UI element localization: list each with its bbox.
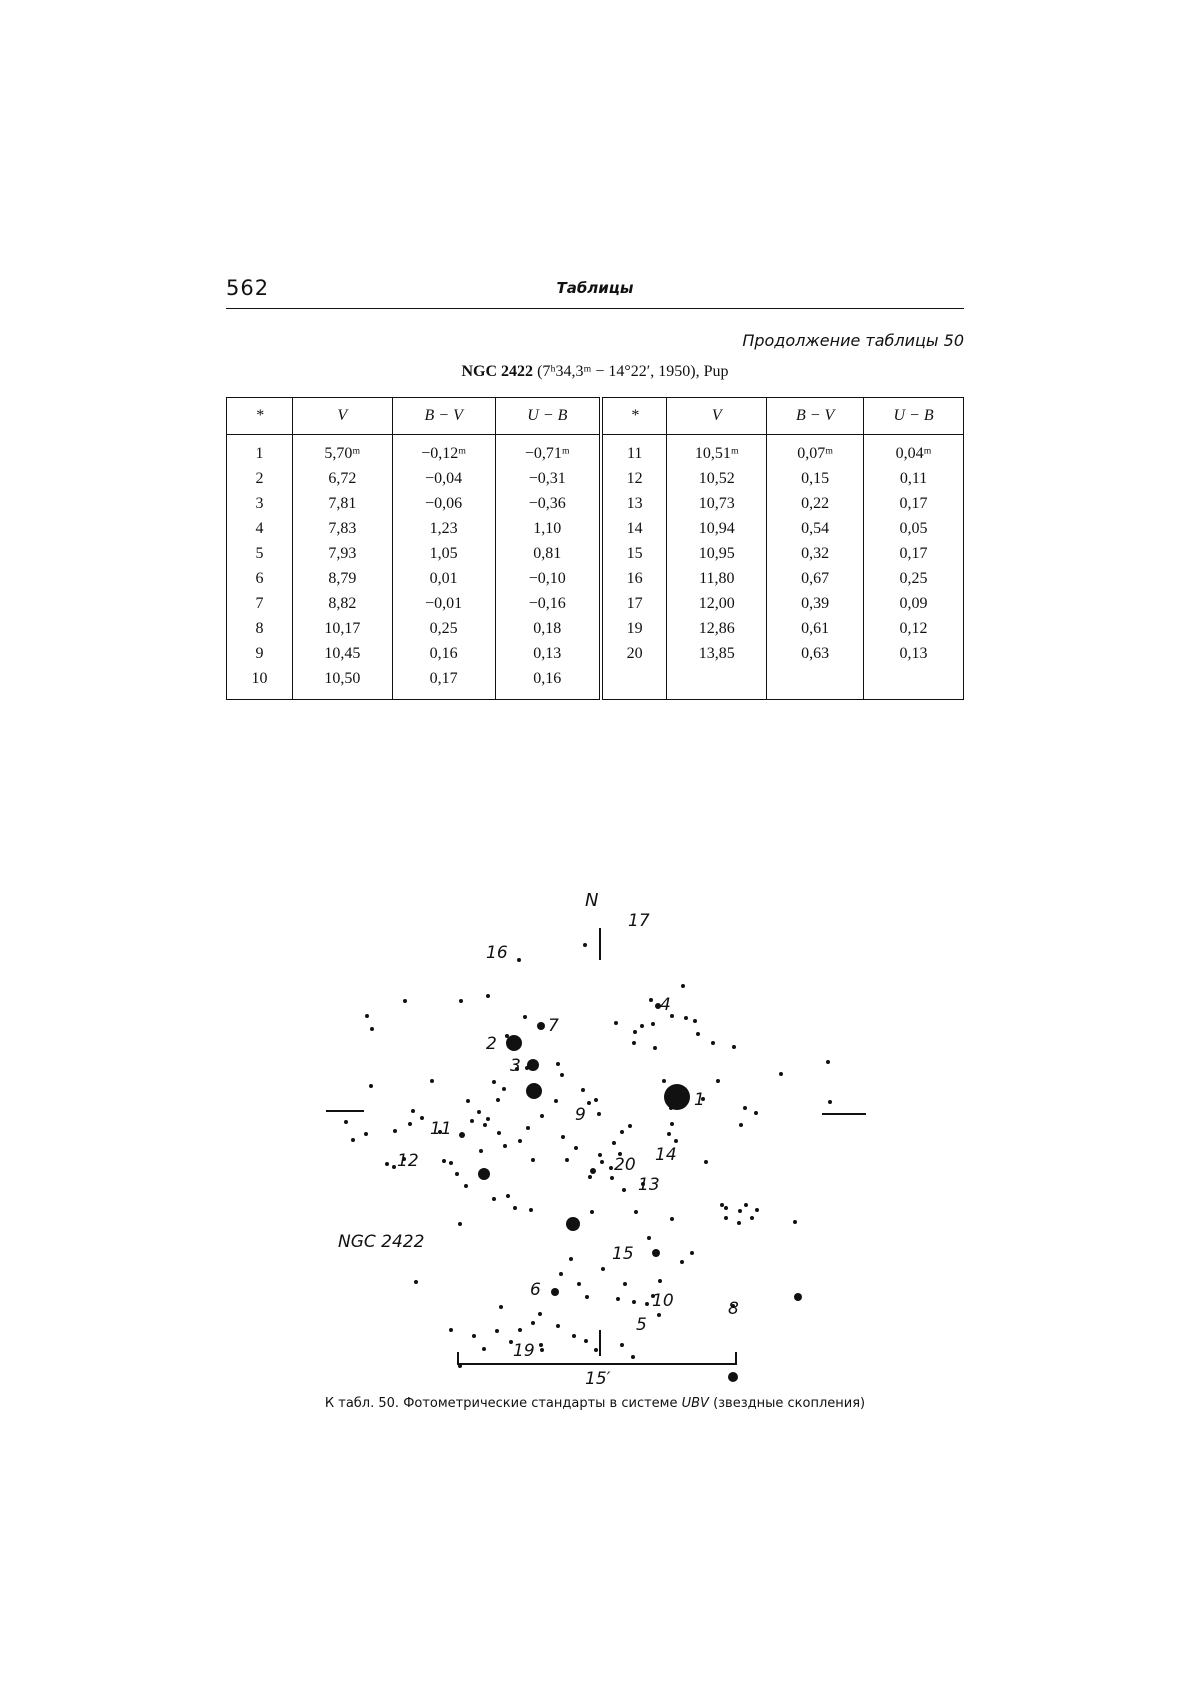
star-dot: [601, 1267, 605, 1271]
star-dot: [826, 1060, 830, 1064]
star-dot: [525, 1066, 529, 1070]
figure-caption: [250, 1396, 940, 1411]
star-dot: [559, 1272, 563, 1276]
star-dot: [539, 1343, 543, 1347]
star-dot: [633, 1030, 637, 1034]
star-dot: [370, 1027, 374, 1031]
table-cell: 13: [601, 491, 667, 516]
star-dot: [531, 1321, 535, 1325]
table-cell: 16: [601, 566, 667, 591]
star-dot: [652, 1249, 660, 1257]
star-dot: [828, 1100, 832, 1104]
star-dot: [670, 1217, 674, 1221]
star-label: 11: [430, 1119, 452, 1139]
table-cell: 0,17: [392, 666, 495, 700]
star-dot: [393, 1129, 397, 1133]
table-cell: 1: [227, 435, 293, 467]
star-dot: [744, 1203, 748, 1207]
scale-label: 15′: [585, 1369, 611, 1389]
table-cell: −0,16: [495, 591, 601, 616]
table-cell: 2: [227, 466, 293, 491]
table-cell: −0,12ᵐ: [392, 435, 495, 467]
table-cell: 1,23: [392, 516, 495, 541]
table-cell: 0,05: [864, 516, 964, 541]
star-dot: [584, 1339, 588, 1343]
star-dot: [674, 1139, 678, 1143]
table-cell: 0,16: [495, 666, 601, 700]
star-dot: [503, 1144, 507, 1148]
star-dot: [693, 1019, 697, 1023]
star-dot: [696, 1032, 700, 1036]
caption-text: К табл. 50. Фотометрические стандарты в системе: [324, 1396, 682, 1411]
table-cell: 8,82: [292, 591, 392, 616]
column-header: *: [601, 398, 667, 435]
table-cell: 11: [601, 435, 667, 467]
star-label: 10: [652, 1291, 674, 1311]
star-dot: [669, 1106, 673, 1110]
cluster-label: NGC 2422: [338, 1232, 425, 1252]
star-dot: [583, 943, 587, 947]
star-dot: [754, 1111, 758, 1115]
star-dot: [628, 1124, 632, 1128]
star-dot: [664, 1084, 690, 1110]
star-dot: [403, 999, 407, 1003]
star-dot: [597, 1112, 601, 1116]
table-cell: 8: [227, 616, 293, 641]
star-dot: [414, 1280, 418, 1284]
running-title: Таблицы: [556, 279, 634, 297]
table-cell: 10,45: [292, 641, 392, 666]
star-dot: [492, 1197, 496, 1201]
star-dot: [458, 1364, 462, 1368]
star-label: 8: [728, 1299, 739, 1319]
star-dot: [622, 1188, 626, 1192]
star-dot: [793, 1220, 797, 1224]
star-dot: [537, 1022, 545, 1030]
star-label: 9: [575, 1105, 586, 1125]
star-dot: [565, 1158, 569, 1162]
table-cell: 12: [601, 466, 667, 491]
table-cell: 0,11: [864, 466, 964, 491]
table-cell: 0,13: [495, 641, 601, 666]
table-cell: 0,16: [392, 641, 495, 666]
table-cell: 10,73: [667, 491, 767, 516]
table-cell: 0,22: [767, 491, 864, 516]
star-dot: [658, 1279, 662, 1283]
table-cell: 10,95: [667, 541, 767, 566]
star-dot: [612, 1141, 616, 1145]
orientation-marks: [326, 928, 866, 1364]
table-cell: 7,81: [292, 491, 392, 516]
star-label: 16: [486, 943, 508, 963]
column-header: V: [667, 398, 767, 435]
table-cell: 10,17: [292, 616, 392, 641]
star-dot: [724, 1216, 728, 1220]
table-cell: 0,15: [767, 466, 864, 491]
star-label: 7: [548, 1016, 559, 1036]
star-label: 14: [655, 1145, 677, 1165]
star-dot: [667, 1132, 671, 1136]
table-cell: 0,39: [767, 591, 864, 616]
star-dot: [523, 1015, 527, 1019]
table-cell: −0,71ᵐ: [495, 435, 601, 467]
star-dot: [657, 1313, 661, 1317]
star-label: 5: [636, 1315, 647, 1335]
table-cell: −0,06: [392, 491, 495, 516]
star-dot: [711, 1041, 715, 1045]
star-dot: [561, 1135, 565, 1139]
table-cell: 5,70ᵐ: [292, 435, 392, 467]
table-cell: 0,61: [767, 616, 864, 641]
star-dot: [556, 1062, 560, 1066]
table-cell: 19: [601, 616, 667, 641]
star-labels: [397, 911, 739, 1361]
star-dot: [632, 1300, 636, 1304]
table-cell: 10: [227, 666, 293, 700]
table-cell: 0,12: [864, 616, 964, 641]
star-dot: [497, 1131, 501, 1135]
star-dot: [560, 1073, 564, 1077]
table-cell: 1,05: [392, 541, 495, 566]
star-dot: [670, 1122, 674, 1126]
star-dot: [684, 1016, 688, 1020]
column-header: U − B: [864, 398, 964, 435]
table-cell: 0,18: [495, 616, 601, 641]
star-dot: [527, 1059, 539, 1071]
table-cell: −0,01: [392, 591, 495, 616]
table-cell: 20: [601, 641, 667, 666]
star-dot: [610, 1176, 614, 1180]
star-dot: [420, 1116, 424, 1120]
star-dot: [614, 1021, 618, 1025]
star-label: 3: [510, 1056, 521, 1076]
star-dot: [458, 1222, 462, 1226]
star-dot: [449, 1328, 453, 1332]
table-cell: 0,07ᵐ: [767, 435, 864, 467]
table-cell: 0,81: [495, 541, 601, 566]
star-dot: [634, 1210, 638, 1214]
star-dot: [554, 1099, 558, 1103]
star-dot: [540, 1114, 544, 1118]
star-label: 12: [397, 1151, 419, 1171]
table-cell: 7: [227, 591, 293, 616]
star-dot: [495, 1329, 499, 1333]
star-dot: [588, 1175, 592, 1179]
table-cell: 0,32: [767, 541, 864, 566]
star-dot: [492, 1080, 496, 1084]
star-label: 20: [614, 1155, 636, 1175]
table-cell: 10,51ᵐ: [667, 435, 767, 467]
star-dot: [430, 1079, 434, 1083]
star-dot: [449, 1161, 453, 1165]
star-dot: [364, 1132, 368, 1136]
table-cell: 0,17: [864, 491, 964, 516]
star-dot: [750, 1216, 754, 1220]
star-dot: [455, 1172, 459, 1176]
star-dot: [616, 1297, 620, 1301]
star-dot: [720, 1203, 724, 1207]
star-dot: [779, 1072, 783, 1076]
table-cell: −0,04: [392, 466, 495, 491]
star-dot: [506, 1194, 510, 1198]
star-dot: [518, 1139, 522, 1143]
table-cell: 9: [227, 641, 293, 666]
star-dot: [755, 1208, 759, 1212]
star-dot: [470, 1119, 474, 1123]
star-dot: [365, 1014, 369, 1018]
star-dot: [653, 1046, 657, 1050]
star-dot: [369, 1084, 373, 1088]
star-dot: [732, 1045, 736, 1049]
star-label: 4: [660, 995, 671, 1015]
star-dot: [385, 1162, 389, 1166]
table-cell: 1,10: [495, 516, 601, 541]
star-dot: [411, 1109, 415, 1113]
table-cell: 14: [601, 516, 667, 541]
star-dot: [502, 1087, 506, 1091]
star-dot: [623, 1282, 627, 1286]
star-label: 19: [513, 1341, 535, 1361]
star-dot: [505, 1034, 509, 1038]
star-dot: [459, 999, 463, 1003]
page-number: 562: [226, 276, 270, 300]
star-dot: [651, 1022, 655, 1026]
star-label: 1: [694, 1090, 705, 1110]
table-cell: 11,80: [667, 566, 767, 591]
column-header: U − B: [495, 398, 601, 435]
star-label: 17: [628, 911, 650, 931]
table-cell: 5: [227, 541, 293, 566]
caption-system: UBV: [681, 1396, 709, 1411]
star-dot: [574, 1146, 578, 1150]
north-label: N: [585, 890, 599, 911]
table-cell: 12,00: [667, 591, 767, 616]
star-dot: [551, 1288, 559, 1296]
table-cell: −0,10: [495, 566, 601, 591]
star-label: 6: [530, 1280, 541, 1300]
table-cell: 0,54: [767, 516, 864, 541]
star-dot: [486, 994, 490, 998]
table-cell: 6,72: [292, 466, 392, 491]
table-cell: 0,17: [864, 541, 964, 566]
star-dot: [794, 1293, 802, 1301]
star-dot: [499, 1305, 503, 1309]
star-dot: [647, 1236, 651, 1240]
star-dot: [737, 1221, 741, 1225]
star-dot: [585, 1295, 589, 1299]
table-cell: 3: [227, 491, 293, 516]
star-dot: [600, 1160, 604, 1164]
table-cell: 10,94: [667, 516, 767, 541]
star-dot: [392, 1165, 396, 1169]
star-dot: [517, 958, 521, 962]
star-dot: [540, 1348, 544, 1352]
star-dot: [590, 1168, 596, 1174]
star-dot: [743, 1106, 747, 1110]
star-dot: [483, 1123, 487, 1127]
star-label: 15: [612, 1244, 634, 1264]
star-dot: [690, 1251, 694, 1255]
column-header: B − V: [392, 398, 495, 435]
table-cell: 7,93: [292, 541, 392, 566]
table-cell: 0,13: [864, 641, 964, 666]
star-dot: [590, 1210, 594, 1214]
star-dot: [442, 1159, 446, 1163]
table-cell: 0,09: [864, 591, 964, 616]
star-dot: [344, 1120, 348, 1124]
table-cell: 12,86: [667, 616, 767, 641]
star-dot: [680, 1260, 684, 1264]
star-dot: [572, 1334, 576, 1338]
star-dot: [704, 1160, 708, 1164]
star-dot: [459, 1132, 465, 1138]
column-header: *: [227, 398, 293, 435]
star-dot: [594, 1098, 598, 1102]
column-header: B − V: [767, 398, 864, 435]
table-cell: 8,79: [292, 566, 392, 591]
star-dot: [566, 1217, 580, 1231]
star-dot: [529, 1208, 533, 1212]
star-dot: [594, 1348, 598, 1352]
star-dot: [464, 1184, 468, 1188]
star-dot: [556, 1324, 560, 1328]
star-dot: [620, 1343, 624, 1347]
star-dot: [518, 1328, 522, 1332]
star-dot: [526, 1126, 530, 1130]
table-continuation-note: Продолжение таблицы 50: [742, 331, 964, 350]
cluster-name: NGC 2422: [461, 363, 534, 380]
table-cell: 0,04ᵐ: [864, 435, 964, 467]
star-dot: [581, 1088, 585, 1092]
column-header: V: [292, 398, 392, 435]
star-dot: [716, 1079, 720, 1083]
table-cell: 17: [601, 591, 667, 616]
star-dot: [640, 1024, 644, 1028]
table-cell: 15: [601, 541, 667, 566]
star-dot: [620, 1130, 624, 1134]
scale-bar: [458, 1352, 736, 1364]
table-cell: 0,01: [392, 566, 495, 591]
table-cell: 6: [227, 566, 293, 591]
star-dot: [728, 1372, 738, 1382]
table-cell: 4: [227, 516, 293, 541]
star-dot: [662, 1079, 666, 1083]
star-dot: [631, 1355, 635, 1359]
star-dot: [513, 1206, 517, 1210]
star-dot: [478, 1168, 490, 1180]
table-cell: −0,36: [495, 491, 601, 516]
star-dot: [472, 1334, 476, 1338]
star-dot: [477, 1110, 481, 1114]
star-dot: [538, 1312, 542, 1316]
star-dot: [609, 1166, 613, 1170]
star-dot: [526, 1083, 542, 1099]
cluster-coordinates: (7ʰ34,3ᵐ − 14°22′, 1950), Pup: [533, 363, 729, 380]
table-cell: 0,63: [767, 641, 864, 666]
star-dot: [496, 1098, 500, 1102]
star-dot: [408, 1122, 412, 1126]
table-cell: 10,50: [292, 666, 392, 700]
table-cell: 0,67: [767, 566, 864, 591]
table-cell: 10,52: [667, 466, 767, 491]
star-dot: [482, 1347, 486, 1351]
star-dot: [645, 1302, 649, 1306]
table-cell: −0,31: [495, 466, 601, 491]
star-dot: [486, 1117, 490, 1121]
star-dot: [681, 984, 685, 988]
table-cell: 7,83: [292, 516, 392, 541]
star-dot: [577, 1282, 581, 1286]
caption-text-end: (звездные скопления): [708, 1396, 866, 1411]
star-dot: [587, 1101, 591, 1105]
star-label: 2: [486, 1034, 497, 1054]
star-dot: [531, 1158, 535, 1162]
star-dot: [738, 1209, 742, 1213]
star-dot: [739, 1123, 743, 1127]
star-dot: [724, 1206, 728, 1210]
table-cell: 0,25: [392, 616, 495, 641]
star-dot: [351, 1138, 355, 1142]
table-cell: 13,85: [667, 641, 767, 666]
star-label: 13: [638, 1175, 660, 1195]
star-dot: [466, 1099, 470, 1103]
table-cell: 0,25: [864, 566, 964, 591]
star-dot: [632, 1041, 636, 1045]
star-dot: [569, 1257, 573, 1261]
star-dot: [598, 1153, 602, 1157]
star-dot: [479, 1149, 483, 1153]
star-dot: [649, 998, 653, 1002]
